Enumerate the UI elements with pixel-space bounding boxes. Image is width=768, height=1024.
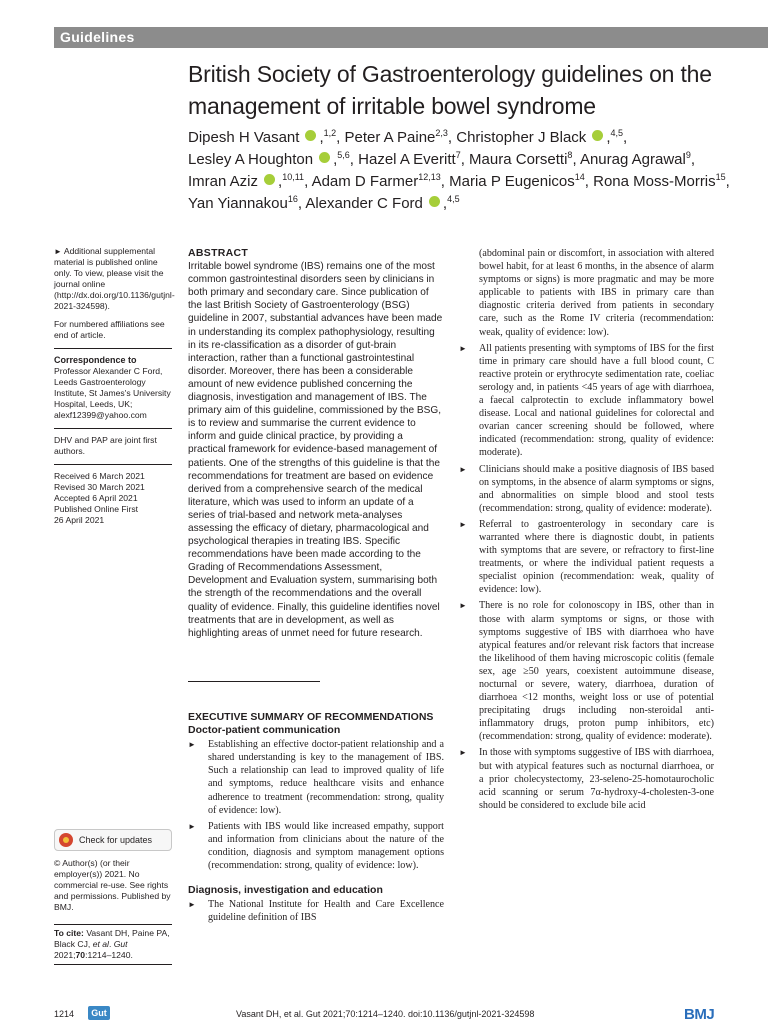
separator: ,: [278, 173, 283, 190]
separator: ,: [349, 151, 359, 168]
author-name[interactable]: Peter A Paine: [344, 129, 436, 146]
gut-logo: Gut: [88, 1006, 110, 1020]
separator: ,: [460, 151, 470, 168]
affiliation-marker: 10,11: [282, 172, 305, 182]
cite-journal: Gut: [113, 939, 128, 949]
right-column: [459, 247, 714, 815]
page-number: 1214: [54, 1009, 75, 1019]
author-line: [188, 127, 748, 149]
list-item: [459, 518, 714, 597]
author-line: [188, 171, 748, 193]
copyright-note: © Author(s) (or their employer(s)) 2021. No commercial re-use. See rights and permissions. Published by BMJ.: [54, 858, 171, 912]
accepted-date: Accepted 6 April 2021: [54, 493, 138, 503]
recommendation-list: [459, 342, 714, 812]
orcid-icon[interactable]: [319, 152, 330, 163]
separator: ,: [623, 129, 628, 146]
triangle-bullet-icon: ►: [188, 900, 196, 910]
cite-year: 2021;: [54, 950, 76, 960]
author-name[interactable]: Christopher J Black: [456, 129, 587, 146]
orcid-icon[interactable]: [429, 196, 440, 207]
separator: ,: [447, 129, 457, 146]
recommendation-text: There is no role for colonoscopy in IBS, other than in those with alarm symptoms or signs, or those with symptoms suggestive of IBS with diarrhoea who have atypical features and/or relevant risk factors that increase the likelihood of them having microscopic colitis (female sex, age ≥50 years, coexistent autoimmune disease, nocturnal or severe, watery, diarrhoea, duration of diarrhoea <12 months, weight loss or use of potential precipitating drugs including non-steroidal anti-inflammatory drugs, proton pump inhibitors, etc) (recommendation: strong, quality of evidence: moderate).: [479, 600, 714, 743]
recommendation-text: Patients with IBS would like increased empathy, support and information from clinicians about the nature of the condition, diagnosis and symptom management options (recommendation: strong, quality of evidence: low).: [208, 820, 444, 872]
article-title: British Society of Gastroenterology guidelines on the management of irritable bowel syndrome: [188, 61, 712, 119]
affiliations-note: For numbered affiliations see end of article.: [54, 319, 165, 340]
affiliation-marker: 4,5: [447, 194, 460, 204]
orcid-icon[interactable]: [264, 174, 275, 185]
separator: ,: [572, 151, 580, 168]
affiliation-marker: 16: [287, 194, 298, 204]
doctor-patient-list: [188, 738, 444, 872]
sidebar-divider: [54, 428, 172, 429]
triangle-bullet-icon: ►: [188, 740, 196, 750]
author-name[interactable]: Dipesh H Vasant: [188, 129, 300, 146]
recommendation-continuation: (abdominal pain or discomfort, in association with altered bowel habit, for at least 6 months, in the absence of alarm symptoms or signs) is more pragmatic and may be more applicable to patients with IBS in primary care than diagnostic criteria derived from patients in secondary care, such as the Rome IV criteria (recommendation: weak, quality of evidence: low).: [479, 248, 714, 338]
cite-authors: Vasant DH, Paine PA, Black CJ,: [54, 928, 170, 949]
section-label: Guidelines: [54, 27, 768, 48]
abstract-body: Irritable bowel syndrome (IBS) remains one of the most common gastrointestinal disorders seen by clinicians in both primary and secondary care. Since publication of the last British Society of Gastroenterology (BSG) guideline in 2007, substantial advances have been made in understanding its complex pathophysiology, resulting in its re-classification as a disorder of gut-brain interaction, rather than a functional gastrointestinal disorder. Moreover, there has been a considerable amount of new evidence published concerning the diagnosis, investigation and management of IBS. The primary aim of this guideline, commissioned by the BSG, is to review and summarise the current evidence to inform and guide clinical practice, by providing a practical framework for evidence-based management of patients. One of the strengths of this guideline is that the recommendations for treatment are based on evidence derived from a comprehensive search of the medical literature, which was used to inform an update of a series of trial-based and network meta-analyses assessing the efficacy of dietary, pharmacological and psychological therapies in treating IBS. Specific recommendations have been made according to the Grading of Recommendations Assessment, Development and Evaluation system, summarising both the strength of the recommendations and the overall quality of evidence. Finally, this guideline identifies novel treatments that are in development, as well as highlighting areas of unmet need for future research.: [188, 261, 443, 639]
abstract-section: [188, 247, 443, 640]
orcid-icon[interactable]: [592, 130, 603, 141]
separator: ,: [606, 129, 611, 146]
affiliation-marker: 5,6: [337, 150, 350, 160]
author-line: [188, 149, 748, 171]
recommendation-text: Referral to gastroenterology in secondary care is warranted where there is diagnostic doubt, in patients with symptoms that are severe, or refractory to first-line treatments, or where the individual patient requests a specialist opinion (recommendation: weak, quality of evidence: low).: [479, 518, 714, 596]
triangle-bullet-icon: ►: [459, 601, 467, 611]
author-name[interactable]: Rona Moss-Morris: [593, 173, 716, 190]
author-name[interactable]: Lesley A Houghton: [188, 151, 314, 168]
separator: ,: [304, 173, 312, 190]
revised-date: Revised 30 March 2021: [54, 482, 145, 492]
affiliation-marker: 4,5: [610, 128, 623, 138]
exec-summary-heading: EXECUTIVE SUMMARY OF RECOMMENDATIONS: [188, 711, 434, 723]
author-name[interactable]: Anurag Agrawal: [579, 151, 686, 168]
separator: ,: [336, 129, 345, 146]
triangle-bullet-icon: ►: [459, 343, 467, 353]
page-footer: [0, 1004, 768, 1024]
abstract-heading: ABSTRACT: [188, 247, 249, 259]
author-name[interactable]: Hazel A Everitt: [358, 151, 456, 168]
separator: ,: [584, 173, 594, 190]
list-item: [188, 738, 444, 817]
triangle-bullet-icon: ►: [54, 247, 62, 256]
separator: ,: [440, 173, 450, 190]
diagnosis-heading: Diagnosis, investigation and education: [188, 884, 383, 897]
triangle-bullet-icon: ►: [459, 519, 467, 529]
affiliation-marker: 2,3: [435, 128, 448, 138]
recommendation-text: Establishing an effective doctor-patient relationship and a shared understanding is key to the management of IBS. Such a relationship can lead to improved quality of life and symptoms, reduce healthcare visits and enhance adherence to treatment (recommendation: strong, quality of evidence: low).: [208, 739, 444, 816]
affiliation-marker: 1,2: [323, 128, 337, 138]
list-item: [459, 463, 714, 515]
list-item: [459, 342, 714, 460]
cite-etal: et al: [92, 939, 109, 949]
joint-first-note: DHV and PAP are joint first authors.: [54, 435, 157, 456]
doctor-patient-heading: Doctor-patient communication: [188, 724, 341, 737]
recommendation-text: Clinicians should make a positive diagnosis of IBS based on symptoms, in the absence of alarm symptoms or signs, and abnormalities on simple blood and stool tests (recommendation: strong, quality of evidence: moderate).: [479, 463, 714, 514]
author-name[interactable]: Alexander C Ford: [305, 195, 423, 212]
author-line: [188, 193, 748, 215]
separator: ,: [725, 173, 730, 190]
affiliation-marker: 9: [685, 150, 691, 160]
separator: ,: [690, 151, 696, 168]
author-list: [188, 127, 748, 215]
sidebar-divider: [54, 348, 172, 349]
list-item: [188, 820, 444, 872]
crossmark-icon: [59, 833, 73, 847]
separator: ,: [333, 151, 338, 168]
cite-box: To cite: Vasant DH, Paine PA, Black CJ, et al. Gut 2021;70:1214–1240.: [54, 924, 172, 965]
affiliation-marker: 15: [715, 172, 726, 182]
supplemental-note: [54, 246, 175, 312]
triangle-bullet-icon: ►: [188, 821, 196, 831]
list-item: [459, 746, 714, 811]
recommendation-text: The National Institute for Health and Care Excellence guideline definition of IBS: [208, 899, 444, 924]
article-sidebar: [54, 246, 175, 526]
author-name[interactable]: Maria P Eugenicos: [449, 173, 575, 190]
affiliation-marker: 7: [455, 150, 461, 160]
separator: ,: [297, 195, 306, 212]
author-name[interactable]: Imran Aziz: [188, 173, 259, 190]
executive-summary: [188, 711, 444, 927]
separator: ,: [442, 195, 448, 212]
published-label: Published Online First: [54, 504, 139, 514]
check-updates-label: Check for updates: [79, 835, 153, 845]
separator: ,: [319, 129, 324, 146]
triangle-bullet-icon: ►: [459, 748, 467, 758]
author-name[interactable]: Adam D Farmer: [311, 173, 419, 190]
correspondence-heading: Correspondence to: [54, 355, 137, 365]
cite-pages: :1214–1240.: [85, 950, 133, 960]
recommendation-text: In those with symptoms suggestive of IBS with diarrhoea, but with atypical features such as nocturnal diarrhoea, or a prior cholecystectomy, 23-seleno-25-homotaurocholic acid scanning or serum 7α-hydroxy-4-cholesten-3-one should be considered to exclude bile acid: [479, 747, 714, 811]
correspondence-body: Professor Alexander C Ford, Leeds Gastroenterology Institute, St James's University Hospital, Leeds, UK; alexf12399@yahoo.com: [54, 366, 171, 420]
affiliation-marker: 12,13: [418, 172, 441, 182]
author-name[interactable]: Yan Yiannakou: [188, 195, 288, 212]
affiliation-marker: 8: [567, 150, 573, 160]
recommendation-text: All patients presenting with symptoms of IBS for the first time in primary care should have a full blood count, C reactive protein or erythrocyte sedimentation rate, coeliac serology and, in patients <45 years of age with diarrhoea, a faecal calprotectin to exclude inflammatory bowel disease. Local and national guidelines for colorectal and ovarian cancer screening should be followed, where indicated (recommendation: strong, quality of evidence: moderate).: [479, 342, 714, 459]
published-date: 26 April 2021: [54, 515, 105, 525]
abstract-divider: [188, 681, 320, 682]
list-item: [188, 898, 444, 924]
list-item: [459, 599, 714, 743]
check-for-updates-button[interactable]: [54, 829, 172, 851]
author-name[interactable]: Maura Corsetti: [469, 151, 568, 168]
sidebar-divider: [54, 464, 172, 465]
affiliation-marker: 14: [574, 172, 585, 182]
received-date: Received 6 March 2021: [54, 471, 145, 481]
bmj-logo: BMJ: [684, 1006, 715, 1023]
triangle-bullet-icon: ►: [459, 464, 467, 474]
supplemental-text: Additional supplemental material is published online only. To view, please visit the journal online (http://dx.doi.org/10.1136/gutjnl-2021-324598).: [54, 246, 175, 311]
footer-citation: Vasant DH, et al. Gut 2021;70:1214–1240. doi:10.1136/gutjnl-2021-324598: [236, 1009, 535, 1019]
cite-label: To cite:: [54, 928, 84, 938]
orcid-icon[interactable]: [305, 130, 316, 141]
cite-volume: 70: [75, 950, 86, 960]
